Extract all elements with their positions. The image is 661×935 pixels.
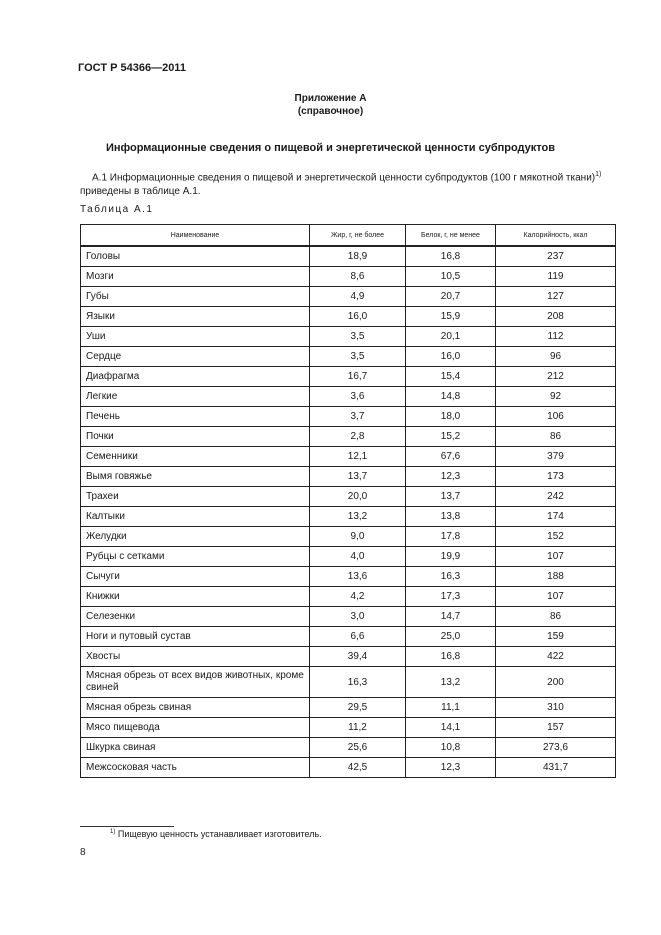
table-row (81, 287, 616, 307)
cell-calories: 86 (496, 607, 616, 627)
cell-fat: 13,7 (310, 467, 406, 487)
cell-protein: 11,1 (406, 698, 496, 718)
cell-protein: 13,7 (406, 487, 496, 507)
cell-name: Губы (81, 287, 310, 307)
cell-protein: 10,8 (406, 738, 496, 758)
cell-name: Языки (81, 307, 310, 327)
cell-calories: 159 (496, 627, 616, 647)
cell-protein: 14,8 (406, 387, 496, 407)
table-header-row (81, 225, 616, 247)
cell-name: Семенники (81, 447, 310, 467)
cell-fat: 16,7 (310, 367, 406, 387)
cell-calories: 422 (496, 647, 616, 667)
cell-protein: 17,8 (406, 527, 496, 547)
cell-protein: 16,8 (406, 647, 496, 667)
appendix-heading (0, 92, 661, 118)
cell-name: Рубцы с сетками (81, 547, 310, 567)
cell-calories: 92 (496, 387, 616, 407)
cell-fat: 16,0 (310, 307, 406, 327)
col-header-name: Наименование (81, 225, 310, 247)
table-row (81, 387, 616, 407)
table-row (81, 267, 616, 287)
cell-calories: 208 (496, 307, 616, 327)
cell-protein: 15,4 (406, 367, 496, 387)
cell-name: Желудки (81, 527, 310, 547)
cell-fat: 13,2 (310, 507, 406, 527)
cell-protein: 16,8 (406, 246, 496, 267)
appendix-subtitle: (справочное) (297, 106, 364, 117)
col-header-protein: Белок, г, не менее (406, 225, 496, 247)
table-row (81, 427, 616, 447)
cell-name: Печень (81, 407, 310, 427)
cell-calories: 212 (496, 367, 616, 387)
cell-fat: 3,5 (310, 327, 406, 347)
cell-name: Сердце (81, 347, 310, 367)
cell-fat: 13,6 (310, 567, 406, 587)
cell-fat: 6,6 (310, 627, 406, 647)
cell-fat: 42,5 (310, 758, 406, 778)
table-row (81, 738, 616, 758)
cell-protein: 14,1 (406, 718, 496, 738)
table-row (81, 347, 616, 367)
cell-fat: 4,9 (310, 287, 406, 307)
cell-calories: 174 (496, 507, 616, 527)
cell-protein: 20,1 (406, 327, 496, 347)
table-row (81, 527, 616, 547)
cell-fat: 29,5 (310, 698, 406, 718)
cell-fat: 16,3 (310, 667, 406, 698)
cell-calories: 107 (496, 587, 616, 607)
cell-calories: 127 (496, 287, 616, 307)
table-row (81, 447, 616, 467)
page-number: 8 (80, 847, 86, 858)
cell-protein: 18,0 (406, 407, 496, 427)
col-header-fat: Жир, г, не более (310, 225, 406, 247)
cell-protein: 19,9 (406, 547, 496, 567)
document-code: ГОСТ Р 54366—2011 (78, 62, 186, 74)
cell-calories: 273,6 (496, 738, 616, 758)
cell-fat: 11,2 (310, 718, 406, 738)
cell-calories: 242 (496, 487, 616, 507)
table-row (81, 567, 616, 587)
cell-calories: 200 (496, 667, 616, 698)
cell-name: Ноги и путовый сустав (81, 627, 310, 647)
cell-protein: 20,7 (406, 287, 496, 307)
cell-name: Почки (81, 427, 310, 447)
cell-name: Хвосты (81, 647, 310, 667)
cell-name: Мозги (81, 267, 310, 287)
cell-name: Селезенки (81, 607, 310, 627)
cell-fat: 12,1 (310, 447, 406, 467)
cell-calories: 112 (496, 327, 616, 347)
table-row (81, 307, 616, 327)
cell-fat: 9,0 (310, 527, 406, 547)
cell-calories: 157 (496, 718, 616, 738)
cell-calories: 119 (496, 267, 616, 287)
table-row (81, 547, 616, 567)
cell-name: Головы (81, 246, 310, 267)
footnote (110, 829, 322, 839)
table-row (81, 667, 616, 698)
cell-name: Межсосковая часть (81, 758, 310, 778)
footnote-text: Пищевую ценность устанавливает изготовитель. (117, 829, 322, 839)
intro-line-2: приведены в таблице А.1. (80, 186, 201, 198)
table-row (81, 367, 616, 387)
cell-fat: 4,2 (310, 587, 406, 607)
table-row (81, 607, 616, 627)
cell-protein: 16,3 (406, 567, 496, 587)
cell-fat: 3,0 (310, 607, 406, 627)
cell-protein: 15,2 (406, 427, 496, 447)
cell-fat: 4,0 (310, 547, 406, 567)
cell-calories: 96 (496, 347, 616, 367)
cell-fat: 3,6 (310, 387, 406, 407)
cell-calories: 107 (496, 547, 616, 567)
table-row (81, 507, 616, 527)
table-row (81, 627, 616, 647)
cell-name: Диафрагма (81, 367, 310, 387)
cell-fat: 3,5 (310, 347, 406, 367)
cell-protein: 15,9 (406, 307, 496, 327)
cell-protein: 25,0 (406, 627, 496, 647)
cell-protein: 12,3 (406, 467, 496, 487)
cell-protein: 14,7 (406, 607, 496, 627)
cell-calories: 310 (496, 698, 616, 718)
cell-fat: 8,6 (310, 267, 406, 287)
cell-name: Сычуги (81, 567, 310, 587)
cell-protein: 12,3 (406, 758, 496, 778)
section-heading: Информационные сведения о пищевой и энергетической ценности субпродуктов (105, 142, 556, 154)
table-row (81, 647, 616, 667)
cell-fat: 39,4 (310, 647, 406, 667)
nutrition-table (80, 224, 616, 778)
cell-calories: 173 (496, 467, 616, 487)
cell-protein: 67,6 (406, 447, 496, 467)
cell-calories: 86 (496, 427, 616, 447)
cell-fat: 3,7 (310, 407, 406, 427)
cell-fat: 25,6 (310, 738, 406, 758)
cell-calories: 106 (496, 407, 616, 427)
cell-protein: 16,0 (406, 347, 496, 367)
cell-calories: 431,7 (496, 758, 616, 778)
table-label: Таблица А.1 (80, 204, 154, 215)
cell-protein: 13,8 (406, 507, 496, 527)
table-row (81, 487, 616, 507)
cell-protein: 10,5 (406, 267, 496, 287)
cell-name: Мясная обрезь свиная (81, 698, 310, 718)
intro-paragraph (80, 168, 620, 199)
footnote-mark: 1) (110, 829, 116, 835)
cell-name: Вымя говяжье (81, 467, 310, 487)
cell-name: Легкие (81, 387, 310, 407)
intro-text: А.1 Информационные сведения о пищевой и энергетической ценности субпродуктов (100 г мякотной ткани) (92, 172, 596, 184)
table-row (81, 718, 616, 738)
table-row (81, 587, 616, 607)
cell-calories: 237 (496, 246, 616, 267)
appendix-title: Приложение А (294, 93, 367, 104)
cell-name: Мясная обрезь от всех видов животных, кроме свиней (81, 667, 310, 698)
cell-fat: 2,8 (310, 427, 406, 447)
cell-protein: 17,3 (406, 587, 496, 607)
table-row (81, 758, 616, 778)
footnote-reference: 1) (595, 171, 602, 178)
cell-name: Уши (81, 327, 310, 347)
table-row (81, 407, 616, 427)
cell-fat: 18,9 (310, 246, 406, 267)
table-row (81, 467, 616, 487)
cell-name: Калтыки (81, 507, 310, 527)
cell-calories: 188 (496, 567, 616, 587)
cell-name: Трахеи (81, 487, 310, 507)
intro-line-1 (80, 168, 620, 185)
cell-name: Книжки (81, 587, 310, 607)
table-row (81, 246, 616, 267)
col-header-calories: Калорийность, ккал (496, 225, 616, 247)
cell-protein: 13,2 (406, 667, 496, 698)
table-row (81, 327, 616, 347)
cell-name: Мясо пищевода (81, 718, 310, 738)
footnote-divider (80, 826, 174, 827)
cell-name: Шкурка свиная (81, 738, 310, 758)
table-row (81, 698, 616, 718)
cell-calories: 152 (496, 527, 616, 547)
cell-calories: 379 (496, 447, 616, 467)
cell-fat: 20,0 (310, 487, 406, 507)
